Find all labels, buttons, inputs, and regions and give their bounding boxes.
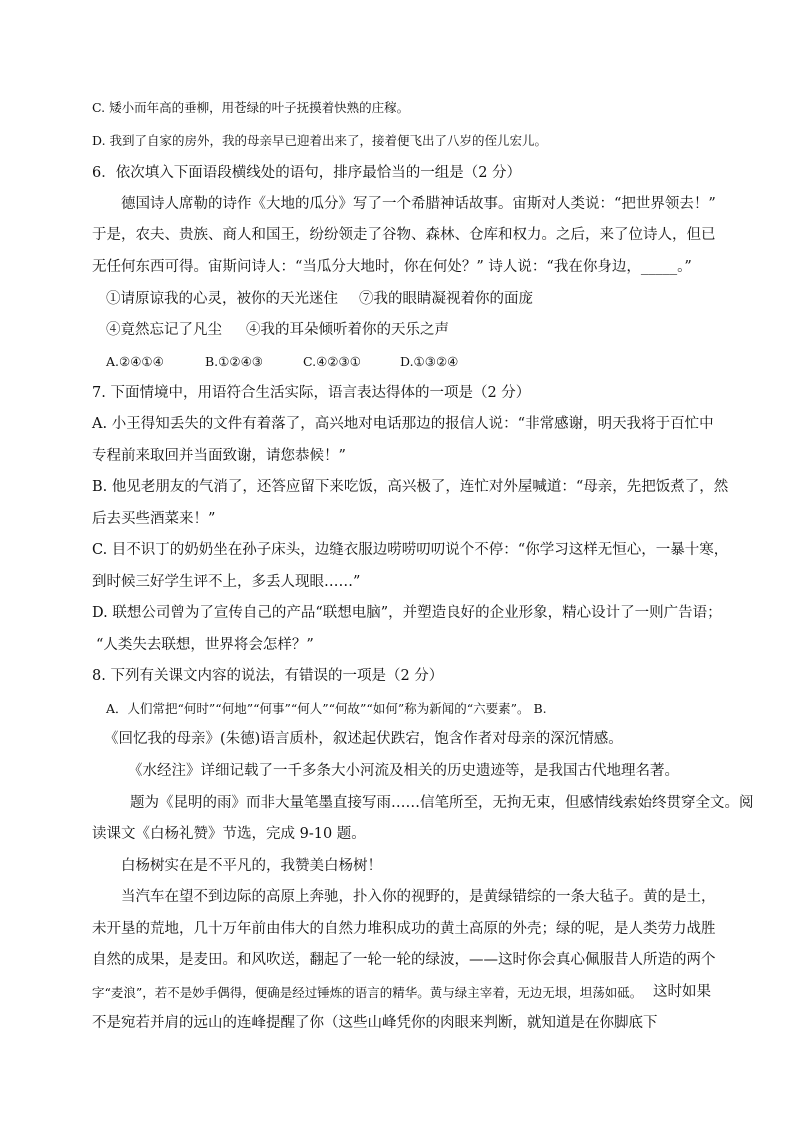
passage-line: 字“麦浪”，若不是妙手偶得，便确是经过锤炼的语言的精华。黄与绿主宰着，无边无垠，坦荡如砥。 [92,985,643,1000]
option-a-line: A. 小王得知丢失的文件有着落了，高兴地对电话那边的报信人说：“非常感谢，明天我将于百忙中 [92,416,714,432]
sentence-option: ①请原谅我的心灵，被你的天光迷住 [106,291,338,307]
option-line: 题为《昆明的雨》而非大量笔墨直接写雨……信笔所至，无拘无束，但感情线索始终贯穿全文。阅 [130,795,754,811]
answer-choice-c: C.④②③① [303,354,361,369]
option-b-line: 后去买些酒菜来！” [92,511,216,527]
paragraph-line: 于是，农夫、贵族、商人和国王，纷纷领走了谷物、森林、仓库和权力。之后，来了位诗人，但已 [92,227,716,243]
option-a-line: 专程前来取回并当面致谢，请您恭候！” [92,448,346,464]
option-c-line: C. 目不识丁的奶奶坐在孙子床头，边缝衣服边唠唠叨叨说个不停：“你学习这样无恒心，一暴十寒， [92,542,729,558]
passage-line: 当汽车在望不到边际的高原上奔驰，扑入你的视野的，是黄绿错综的一条大毡子。黄的是土， [121,889,716,905]
passage-line: 不是宛若并肩的远山的连峰提醒了你（这些山峰凭你的肉眼来判断，就知道是在你脚底下 [92,1015,658,1031]
sentence-option: ④竟然忘记了凡尘 [106,322,222,338]
question-7-heading: 7. 下面情境中，用语符合生活实际，语言表达得体的一项是（2 分） [92,385,531,401]
option-d-line: D. 联想公司曾为了宣传自己的产品“联想电脑”，并塑造良好的企业形象，精心设计了一则广告语； [92,605,722,621]
option-c-line: 到时候三好学生评不上，多丢人现眼……” [92,574,361,590]
answer-choice-b: B.①②④③ [205,354,263,369]
paragraph-line: 无任何东西可得。宙斯问诗人：“当瓜分大地时，你在何处？” 诗人说：“我在你身边，_____。” [92,259,692,275]
answer-choice-a: A.②④①④ [106,354,164,369]
answer-choice-d: D.①③②④ [400,354,459,369]
option-line: 《回忆我的母亲》(朱德)语言质朴，叙述起伏跌宕，饱含作者对母亲的深沉情感。 [104,731,623,747]
question-8-heading: 8. 下列有关课文内容的说法，有错误的一项是（2 分） [92,668,444,684]
option-d-line: D. 我到了自家的房外，我的母亲早已迎着出来了，接着便飞出了八岁的侄儿宏儿。 [92,133,548,148]
option-b-line: B. 他见老朋友的气消了，还答应留下来吃饭，高兴极了，连忙对外屋喊道：“母亲，先把饭煮了，然 [92,479,729,495]
sentence-option: ④我的耳朵倾听着你的天乐之声 [246,322,449,338]
passage-line: 白杨树实在是不平凡的，我赞美白杨树！ [121,858,382,874]
passage-line: 自然的成果，是麦田。和风吹送，翻起了一轮一轮的绿波，——这时你会真心佩服昔人所造的两个 [92,952,716,968]
passage-line: 未开垦的荒地，几十万年前由伟大的自然力堆积成功的黄土高原的外壳；绿的呢，是人类劳力战胜 [92,921,716,937]
reading-instruction: 读课文《白杨礼赞》节选，完成 9-10 题。 [92,826,366,842]
passage-line: 这时如果 [653,984,711,1000]
option-d-line: “人类失去联想，世界将会怎样？” [96,637,314,653]
question-6-heading: 6．依次填入下面语段横线处的语句，排序最恰当的一组是（2 分） [92,165,522,181]
sentence-option: ⑦我的眼睛凝视着你的面庞 [359,291,533,307]
option-line: 《水经注》详细记载了一千多条大小河流及相关的历史遗迹等，是我国古代地理名著。 [128,763,679,779]
option-a-line: A．人们常把“何时”“何地”“何事”“何人”“何故”“如何”称为新闻的“六要素”。 B. [106,701,547,716]
paragraph-line: 德国诗人席勒的诗作《大地的瓜分》写了一个希腊神话故事。宙斯对人类说：“把世界领去！” [121,196,716,212]
option-c-line: C. 矮小而年高的垂柳，用苍绿的叶子抚摸着快熟的庄稼。 [92,100,410,115]
